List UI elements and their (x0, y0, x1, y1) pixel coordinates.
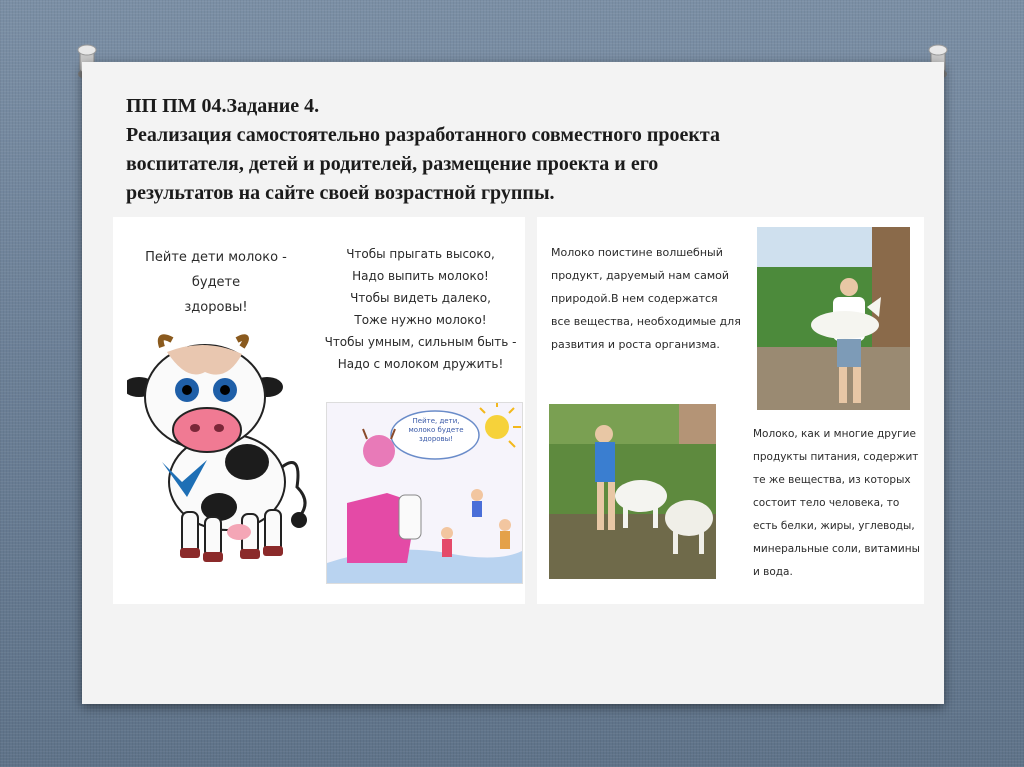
poem-line: Чтобы видеть далеко, (350, 291, 491, 305)
facts-line: продукты питания, содержит (753, 451, 919, 463)
photo-boy-with-goat (757, 227, 910, 410)
facts-line: есть белки, жиры, углеводы, (753, 520, 915, 532)
bubble-line: Пейте, дети, (412, 417, 460, 425)
photo-boy-feeding-goats (549, 404, 716, 579)
title-line: воспитателя, детей и родителей, размещение проекта и его (126, 153, 659, 175)
slide-title (126, 92, 906, 208)
poem-text (318, 243, 523, 375)
intro-line: Молоко поистине волшебный (551, 246, 723, 259)
child-drawing-picture (326, 402, 523, 584)
facts-line: минеральные соли, витамины (753, 543, 920, 555)
poem-line: Надо с молоком дружить! (337, 357, 504, 371)
bubble-line: здоровы! (418, 435, 454, 443)
intro-line: природой.В нем содержатся (551, 292, 718, 305)
facts-line: Молоко, как и многие другие (753, 428, 916, 440)
poem-line: Тоже нужно молоко! (354, 313, 487, 327)
title-line: результатов на сайте своей возрастной группы. (126, 182, 555, 204)
facts-line: и вода. (753, 566, 793, 578)
facts-text (753, 423, 923, 584)
intro-line: все вещества, необходимые для (551, 315, 741, 328)
facts-line: состоит тело человека, то (753, 497, 900, 509)
left-panel (113, 217, 525, 604)
intro-line: развития и роста организма. (551, 338, 720, 351)
cartoon-cow-illustration (127, 332, 312, 567)
right-panel (537, 217, 924, 604)
poem-line: Чтобы умным, сильным быть - (324, 335, 517, 349)
intro-line: продукт, даруемый нам самой (551, 269, 729, 282)
poem-line: Надо выпить молоко! (352, 269, 489, 283)
title-line: ПП ПМ 04.Задание 4. (126, 95, 320, 117)
facts-line: те же вещества, из которых (753, 474, 911, 486)
bubble-line: молоко будете (408, 426, 464, 434)
drawing-bubble-text (393, 417, 479, 444)
slogan-line: Пейте дети молоко - будете (145, 250, 287, 290)
slogan-text (121, 245, 311, 320)
slogan-line: здоровы! (184, 300, 248, 315)
title-line: Реализация самостоятельно разработанного совместного проекта (126, 124, 720, 146)
intro-text (551, 241, 761, 356)
poem-line: Чтобы прыгать высоко, (346, 247, 495, 261)
